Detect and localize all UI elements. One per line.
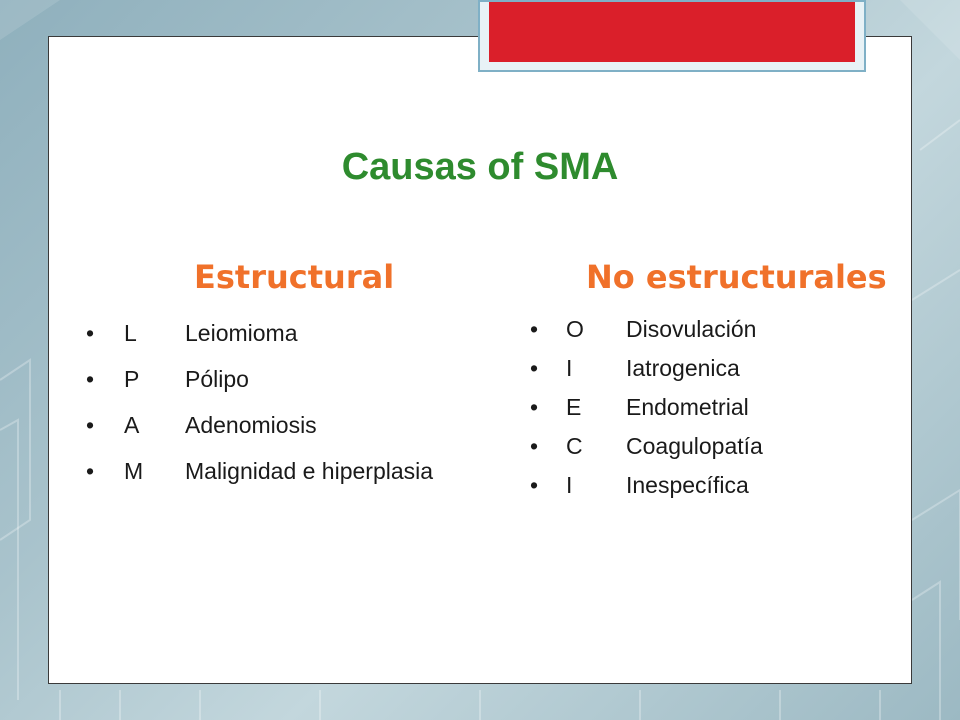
item-text: Malignidad e hiperplasia	[185, 458, 434, 484]
item-letter: M	[124, 458, 144, 484]
item-text: Disovulación	[626, 316, 757, 342]
item-letter: C	[566, 433, 583, 459]
left-column-heading: Estructural	[194, 258, 395, 296]
item-letter: I	[566, 472, 573, 498]
item-text: Endometrial	[626, 394, 749, 420]
list-item	[86, 366, 486, 412]
item-text: Iatrogenica	[626, 355, 740, 381]
item-letter: P	[124, 366, 140, 392]
bullet-icon: •	[530, 355, 539, 381]
item-text: Coagulopatía	[626, 433, 763, 459]
non-structural-causes-list	[530, 316, 890, 511]
list-item	[530, 316, 890, 355]
structural-causes-list	[86, 320, 486, 504]
item-letter: E	[566, 394, 582, 420]
right-column-heading: No estructurales	[586, 258, 887, 296]
list-item	[530, 394, 890, 433]
list-item	[86, 320, 486, 366]
bullet-icon: •	[86, 458, 95, 484]
bullet-icon: •	[86, 366, 95, 392]
bullet-icon: •	[86, 412, 95, 438]
item-text: Inespecífica	[626, 472, 749, 498]
item-letter: O	[566, 316, 584, 342]
bullet-icon: •	[530, 472, 539, 498]
slide-title: Causas of SMA	[341, 146, 619, 188]
list-item	[530, 433, 890, 472]
bullet-icon: •	[530, 316, 539, 342]
item-text: Adenomiosis	[185, 412, 317, 438]
header-accent-frame	[478, 0, 866, 72]
list-item	[86, 412, 486, 458]
item-letter: I	[566, 355, 573, 381]
bullet-icon: •	[530, 433, 539, 459]
item-text: Pólipo	[185, 366, 249, 392]
bullet-icon: •	[86, 320, 95, 346]
item-text: Leiomioma	[185, 320, 298, 346]
list-item	[530, 472, 890, 511]
list-item	[530, 355, 890, 394]
item-letter: L	[124, 320, 137, 346]
header-accent-bar	[489, 2, 855, 62]
item-letter: A	[124, 412, 140, 438]
list-item	[86, 458, 486, 504]
bullet-icon: •	[530, 394, 539, 420]
